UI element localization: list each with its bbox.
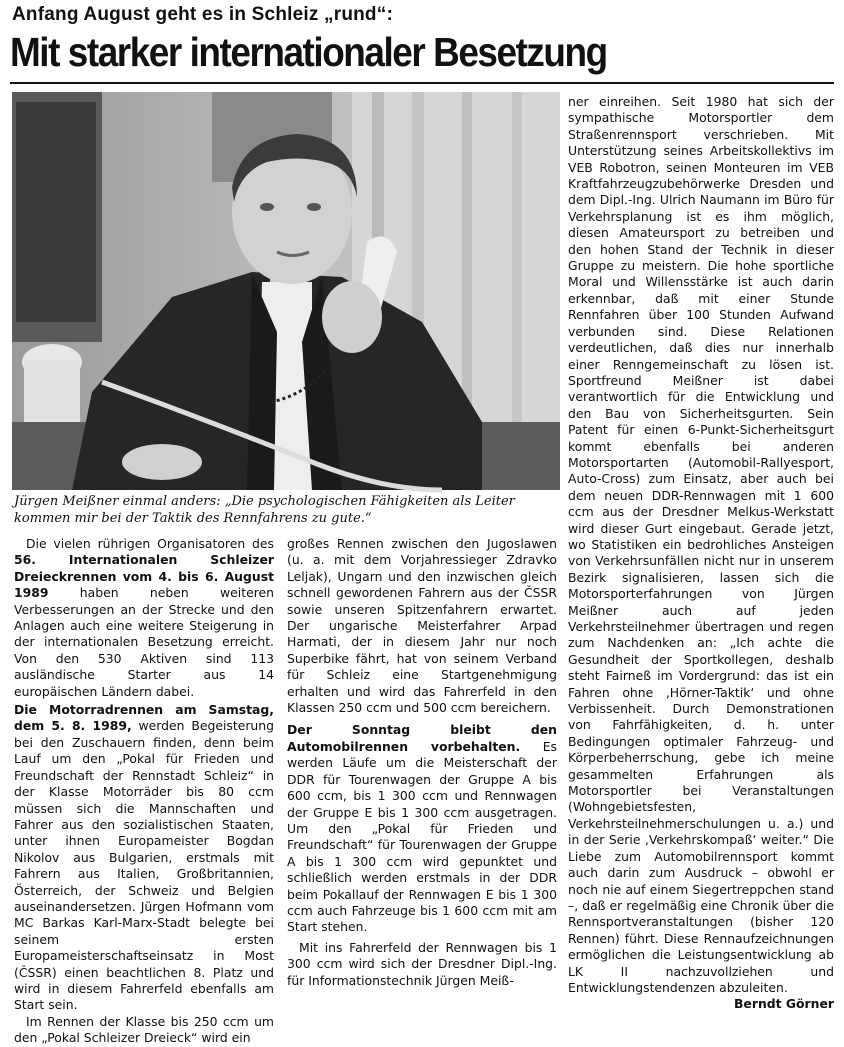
article-kicker: Anfang August geht es in Schleiz „rund“: bbox=[12, 4, 393, 25]
paragraph-sunday bbox=[287, 722, 557, 935]
paragraph-subhead: Der Sonntag bleibt den Automobilrennen vorbehalten. bbox=[287, 722, 557, 754]
author-signature: Berndt Görner bbox=[733, 996, 834, 1012]
paragraph-subhead: Die Motorradrennen am Samstag, dem 5. 8. 1989, bbox=[14, 702, 274, 734]
headline-rule bbox=[10, 82, 834, 84]
article-photo bbox=[12, 92, 560, 490]
article-column-2 bbox=[287, 536, 557, 989]
paragraph-meissner: ner einreihen. Seit 1980 hat sich der sympathische Motorsportler dem Straßenrennsport verschrieben. Mit Unterstützung seines Arbeitskollektivs im VEB Robotron, seinen Monteuren im VEB Kraftfahrzeugzubehörwerke Dresden und dem Dipl.-Ing. Ulrich Naumann im Büro für Verkehrsplanung ist es ihm möglich, diesen Amateursport zu betreiben und den hohen Stand der Technik in dieser Gruppe zu meistern. Die hohe sportliche Moral und Willensstärke ist auch darin erkennbar, daß mit einer Stunde Rennfahren über 100 Stunden Aufwand verbunden sind. Diese Relationen verdeutlichen, daß dies nur innerhalb einer Renngemeinschaft zu lösen ist. Sportfreund Meißner ist dabei verantwortlich für die Entwicklung und den Bau von Sicherheitsgurten. Sein Patent für einen 6-Punkt-Sicherheitsgurt kommt ebenfalls bei anderen Motorsportarten (Automobil-Rallyesport, Auto-Cross) zum Einsatz, aber auch bei dem neuen DDR-Rennwagen mit 1 600 ccm aus der Dresdner Melkus-Werkstatt wird dieser Gurt eingebaut. Gerade jetzt, wo Statistiken ein bedrohliches Ansteigen von Verkehrsunfällen nicht nur in unserem Bezirk signalisieren, lassen sich die Motorsporterfahrungen von Jürgen Meißner auch auf jeden Verkehrsteilnehmer übertragen und regen zum Nachdenken an: „Ich achte die Gesundheit der Sportkollegen, deshalb steht Fairneß im Vordergrund: das ist ein Fahren ohne ‚Hörner-Taktik‘ und ohne Verbissenheit. Durch Demonstrationen von Fahrfähigkeiten, d. h. unter Bedingungen optimaler Fahrzeug- und Körperbeherrschung, gebe ich meine gesammelten Erfahrungen als Motorsportler bei Veranstaltungen (Wohngebietsfesten, Verkehrsteilnehmerschulungen u. a.) und in der Serie ‚Verkehrskompaß‘ weiter.“ Die Liebe zum Automobilrennsport kommt auch darin zum Ausdruck – obwohl er noch nie auf einem Siegertreppchen stand –, daß er regelmäßig eine Chronik über die Rennsportveranstaltungen (bisher 120 Rennen) führt. Diese Rennaufzeichnungen ermöglichen die Leistungsentwicklung ab LK II nachzuvollziehen und Entwicklungstendenzen abzuleiten. bbox=[568, 94, 834, 995]
paragraph-250ccm: Im Rennen der Klasse bis 250 ccm um den „Pokal Schleizer Dreieck“ wird ein bbox=[14, 1013, 274, 1046]
paragraph-text: Es werden Läufe um die Meisterschaft der DDR für Tourenwagen der Gruppe A bis 600 ccm, bis 1 300 ccm und Rennwagen der Gruppe E bis 1 300 ccm ausgetragen. Um den „Pokal für Frieden und Freundschaft“ für Tourenwagen der Gruppe A bis 1 300 ccm wird gepunktet und schließlich werden erstmals in der DDR beim Pokallauf der Rennwagen E bis 1 300 ccm auch Fahrzeuge bis 1 600 ccm mit am Start stehen. bbox=[287, 738, 557, 935]
paragraph-motorcycle bbox=[14, 702, 274, 1014]
paragraph-text: werden Begeisterung bei den Zuschauern finden, denn beim Lauf um den „Pokal für Frieden und Freundschaft der Rennstadt Schleiz“ in der Klasse Motorräder bis 80 ccm müssen sich die Mannschaften und Fahrer aus den sozialistischen Staaten, unter ihnen Europameister Bogdan Nikolov aus Bulgarien, erstmals mit Fahrern aus Italien, Großbritannien, Österreich, der Schweiz und Belgien auseinandersetzen. Jürgen Hofmann vom MC Barkas Karl-Marx-Stadt belegte bei seinem ersten Europameisterschaftseinsatz in Most (ČSSR) einen beachtlichen 8. Platz und wird in diesem Fahrerfeld ebenfalls am Start sein. bbox=[14, 718, 274, 1013]
article-headline: Mit starker internationaler Besetzung bbox=[10, 29, 607, 75]
paragraph-meissner-intro: Mit ins Fahrerfeld der Rennwagen bis 1 300 ccm wird sich der Dresdner Dipl.-Ing. für Informationstechnik Jürgen Meiß- bbox=[287, 939, 557, 988]
paragraph-emphasis: 56. Internationalen Schleizer Dreieckrennen vom 4. bis 6. August 1989 bbox=[14, 552, 274, 601]
paragraph-continuation: großes Rennen zwischen den Jugoslawen (u. a. mit dem Vorjahressieger Zdravko Leljak), Ungarn und den inzwischen gleich schnell gewordenen Fahrern aus der ČSSR sowie unseren Spitzenfahrern erwartet. Der ungarische Meisterfahrer Arpad Harmati, der in diesem Jahr nur noch Superbike fährt, hat von seinem Verband für Schleiz eine Startgenehmigung erhalten und wird das Fahrerfeld in den Klassen 250 ccm und 500 ccm bereichern. bbox=[287, 536, 557, 716]
article-column-3 bbox=[568, 94, 834, 1013]
photo-illustration bbox=[12, 92, 560, 490]
photo-caption: Jürgen Meißner einmal anders: „Die psychologischen Fähigkeiten als Leiter kommen mir bei der Taktik des Rennfahrens zu gute.“ bbox=[14, 494, 515, 526]
paragraph-intro bbox=[14, 536, 274, 700]
article-column-1 bbox=[14, 536, 274, 1047]
paragraph-text: Die vielen rührigen Organisatoren des bbox=[26, 536, 274, 551]
paragraph-text: haben neben weiteren Verbesserungen an der Strecke und den Anlagen auch eine weitere Steigerung in der internationalen Besetzung erreicht. Von den 530 Aktiven sind 113 ausländische Starter aus 14 europäischen Ländern dabei. bbox=[14, 585, 274, 699]
